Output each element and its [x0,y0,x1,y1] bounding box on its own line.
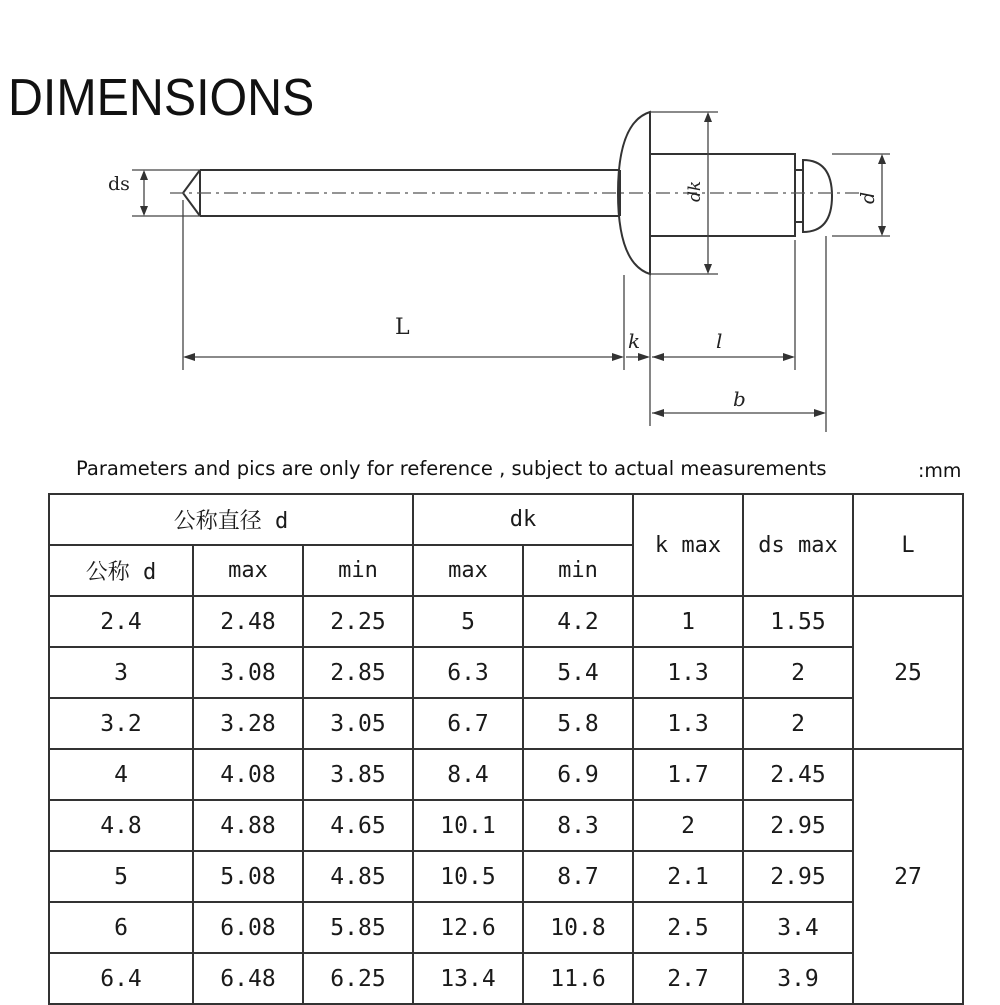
cell-d-min: 2.85 [303,647,413,698]
cell-k-max: 2.1 [633,851,743,902]
cell-dk-max: 6.7 [413,698,523,749]
label-l: l [716,329,723,353]
table-row [49,953,963,1004]
reference-note: Parameters and pics are only for reference , subject to actual measurements [76,457,827,480]
label-b: b [733,387,746,411]
table-row [49,698,963,749]
cell-dk-max: 12.6 [413,902,523,953]
cell-nominal-d: 6.4 [49,953,193,1004]
cell-dk-min: 10.8 [523,902,633,953]
cell-dk-min: 8.3 [523,800,633,851]
cell-d-max: 4.08 [193,749,303,800]
cell-d-min: 2.25 [303,596,413,647]
table-row [49,647,963,698]
subheader-dk-max: max [413,545,523,596]
cell-nominal-d: 3 [49,647,193,698]
page-title: DIMENSIONS [8,69,315,127]
header-dk: dk [413,494,633,545]
cell-ds-max: 1.55 [743,596,853,647]
cell-d-max: 3.08 [193,647,303,698]
cell-dk-min: 4.2 [523,596,633,647]
cell-dk-max: 10.5 [413,851,523,902]
table-row [49,596,963,647]
cell-d-max: 3.28 [193,698,303,749]
rivet-diagram [0,0,1000,450]
label-d: d [857,191,879,204]
cell-d-min: 3.05 [303,698,413,749]
cell-k-max: 1.7 [633,749,743,800]
cell-nominal-d: 4 [49,749,193,800]
label-ds: ds [108,173,130,195]
table-row [49,902,963,953]
cell-L-group-1: 25 [853,596,963,749]
header-L: L [853,494,963,596]
cell-d-min: 5.85 [303,902,413,953]
cell-dk-min: 5.8 [523,698,633,749]
cell-d-min: 4.65 [303,800,413,851]
label-dk: dk [685,180,705,202]
cell-dk-min: 6.9 [523,749,633,800]
table-row [49,800,963,851]
label-k: k [628,329,641,353]
table-row [49,851,963,902]
cell-ds-max: 2 [743,698,853,749]
cell-d-max: 2.48 [193,596,303,647]
cell-nominal-d: 3.2 [49,698,193,749]
header-ds-max: ds max [743,494,853,596]
cell-nominal-d: 4.8 [49,800,193,851]
subheader-d-min: min [303,545,413,596]
cell-d-max: 4.88 [193,800,303,851]
subheader-d-max: max [193,545,303,596]
cell-d-max: 6.48 [193,953,303,1004]
dimensions-table [48,493,964,1005]
cell-nominal-d: 2.4 [49,596,193,647]
cell-ds-max: 2.95 [743,800,853,851]
header-k-max: k max [633,494,743,596]
cell-d-max: 5.08 [193,851,303,902]
cell-dk-min: 5.4 [523,647,633,698]
cell-k-max: 2.5 [633,902,743,953]
cell-ds-max: 2.95 [743,851,853,902]
cell-ds-max: 2 [743,647,853,698]
cell-k-max: 1 [633,596,743,647]
cell-ds-max: 2.45 [743,749,853,800]
cell-d-max: 6.08 [193,902,303,953]
mandrel-ball [803,160,832,232]
cell-ds-max: 3.9 [743,953,853,1004]
cell-d-min: 4.85 [303,851,413,902]
rivet-body [650,154,795,236]
unit-label: :mm [918,460,962,482]
cell-dk-max: 10.1 [413,800,523,851]
cell-dk-max: 6.3 [413,647,523,698]
cell-k-max: 1.3 [633,698,743,749]
cell-dk-max: 8.4 [413,749,523,800]
cell-dk-max: 13.4 [413,953,523,1004]
cell-nominal-d: 5 [49,851,193,902]
subheader-dk-min: min [523,545,633,596]
label-L: L [395,315,410,340]
subheader-nominal-d: 公称 d [49,545,193,596]
table-header-row [49,494,963,545]
header-nominal-diameter: 公称直径 d [49,494,413,545]
cell-L-group-2: 27 [853,749,963,1004]
cell-k-max: 2 [633,800,743,851]
cell-dk-min: 11.6 [523,953,633,1004]
cell-dk-min: 8.7 [523,851,633,902]
cell-d-min: 6.25 [303,953,413,1004]
cell-dk-max: 5 [413,596,523,647]
cell-k-max: 1.3 [633,647,743,698]
table-row [49,749,963,800]
cell-k-max: 2.7 [633,953,743,1004]
cell-nominal-d: 6 [49,902,193,953]
cell-d-min: 3.85 [303,749,413,800]
cell-ds-max: 3.4 [743,902,853,953]
